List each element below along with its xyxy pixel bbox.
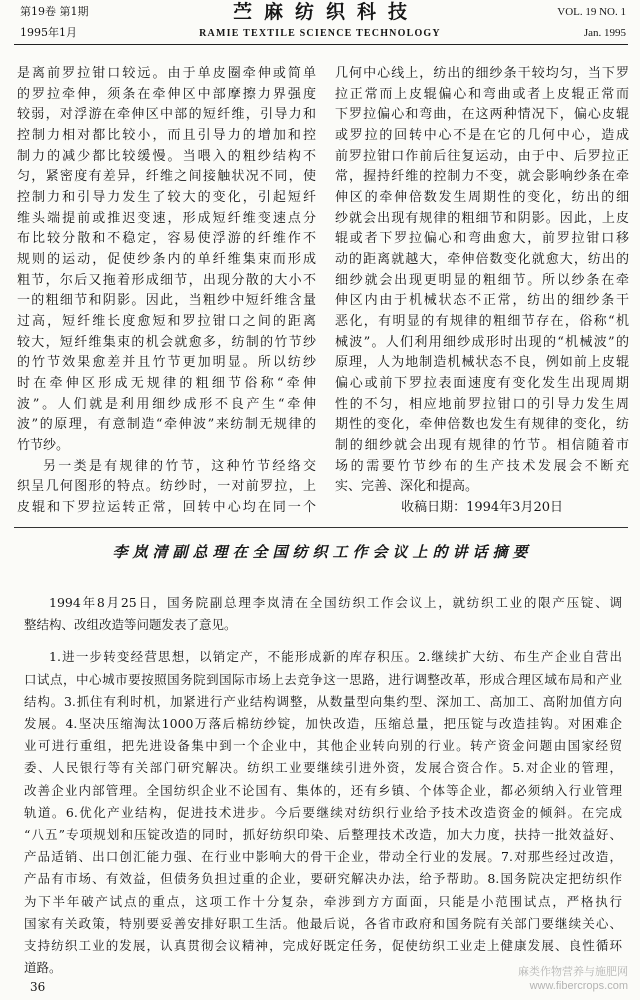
text-line: 皮辊和下罗拉运转正常，回转中心均在同一个 [17,500,316,516]
received-date: 收稿日期：1994年3月20日 [401,500,563,516]
text-line: 为下半年破产试点的重点，这项工作十分复杂，牵涉到方方面面，只能是小范围试点，严格执行 [24,893,622,909]
text-line: 械波”。人们利用细纱成形时出现的“机械波”的 [335,334,629,350]
section-divider [14,527,628,528]
text-line: 纱就会出现有规律的粗细节和阴影。因此，上皮 [335,210,629,226]
text-line: 控制力相对都比较小，而且引导力的增加和控 [17,128,316,144]
text-line: 委、人民银行等有关部门研究解决。纺织工业要继续引进外资，发展合资合作。5.对企业的管理， [24,760,622,776]
watermark-url: www.fibercrops.com [529,980,628,992]
text-line: 前罗拉钳口作前后往复运动，由于中、后罗拉正 [335,148,629,164]
text-line: 的罗拉牵伸，须条在牵伸区中部摩擦力界强度 [17,86,316,102]
text-line: 伸区的牵伸倍数发生周期性的变化，纺出的细 [335,190,629,206]
text-line: 细纱就会出现更明显的粗细节。所以纱条在牵 [335,272,629,288]
text-line: 匀，紧密度有差异，纤维之间接触状况不同，使 [17,169,316,185]
text-line: 的竹节效果愈差并且竹节更加明显。所以纺纱 [17,355,316,371]
text-line: 较弱，对浮游在牵伸区中部的短纤维，引导力和 [17,107,316,123]
text-line: 偏心或前下罗拉表面速度有变化发生出现周期 [335,376,629,392]
text-line: 拉正常而上皮辊偏心和弯曲或者上皮辊正常而 [335,86,629,102]
text-line: 辊或者下罗拉偏心和弯曲愈大，前罗拉钳口移 [335,231,629,247]
news-body [24,592,622,979]
text-line: 1.进一步转变经营思想，以销定产，不能形成新的库存积压。2.继续扩大纺、布生产企业自营出 [49,649,622,665]
volume-issue-en: VOL. 19 NO. 1 [557,6,626,18]
text-line: 国家有关政策，特别要妥善安排好职工生活。他最后说，各省市政府和国务院有关部门要继续关心、 [24,915,622,931]
watermark [518,964,628,994]
text-line: 过高，短纤维长度愈短和罗拉钳口之间的距离 [17,314,316,330]
text-line: 1994年8月25日，国务院副总理李岚清在全国纺织工作会议上，就纺织工业的限产压锭、调 [49,595,622,610]
text-line: 织呈几何图形的特点。纺纱时，一对前罗拉，上 [17,479,316,495]
text-line: 实、完善、深化和提高。 [335,479,479,495]
text-line: 发展。4.坚决压缩淘汰1000万落后棉纺纱锭，加快改造，压缩总量，把压锭与改造挂钩。对困难企 [24,716,622,732]
text-line: “八五”专项规划和压锭改造的同时，抓好纺织印染、后整理技术改造，加大力度，扶持一批效益好、 [24,827,622,843]
text-line: 产品适销、出口创汇能力强、在行业中影响大的骨干企业，带动全行业的发展。7.对那些经过改造， [24,849,622,865]
text-line: 波”。人们就是利用细纱成形不良产生“牵伸 [17,396,316,412]
news-title: 李岚清副总理在全国纺织工作会议上的讲话摘要 [112,543,533,561]
text-line: 时在牵伸区形成无规律的粗细节俗称“牵伸 [17,376,316,392]
text-line: 竹节纱。 [17,438,70,454]
text-line: 制的细纱就会出现有规律的竹节。相信随着市 [335,438,629,454]
text-line: 布比较分散和不稳定，容易使浮游的纤维作不 [17,231,316,247]
article-right-column [335,64,629,519]
text-line: 制力的减少都比较缓慢。当喂入的粗纱结构不 [17,148,316,164]
text-line: 业可进行重组，把先进设备集中到一个企业中，其他企业转向别的行业。转产资金问题由国家经贸 [24,738,622,754]
text-line: 支持纺织工业的发展，认真贯彻会议精神，完成好既定任务，促使纺织工业走上健康发展、良性循环 [24,938,622,954]
date-cn: 1995年1月 [20,26,77,39]
volume-issue-cn: 第19卷 第1期 [20,5,89,18]
header-rule [14,44,628,45]
text-line: 产品有市场、有效益，但债务负担过重的企业，要研究解决办法，给予帮助。8.国务院决定把纺织作 [24,871,622,887]
text-line: 控制力和引导力发生了较大的变化，引起短纤 [17,190,316,206]
news-paragraph [24,646,622,979]
text-line: 结构。3.抓住有利时机，加紧进行产业结构调整，从数量型向集约型、深加工、高加工、高附加值方向 [24,693,622,709]
text-line: 几何中心线上，纺出的细纱条干较均匀，当下罗 [335,66,629,81]
text-line: 常，握持纤维的控制力不变，就会影响纱条在牵 [335,169,629,185]
text-line: 较大，短纤维集束的机会就愈多，纺制的竹节纱 [17,334,316,350]
text-line: 是离前罗拉钳口较远。由于单皮圈牵伸或简单 [17,66,316,81]
news-paragraph [24,592,622,636]
text-line: 粗节，尔后又拖着形成细节，出现分散的大小不 [17,272,316,288]
text-line: 下罗拉偏心和弯曲，在这两种情况下，偏心皮辊 [335,107,629,123]
text-line: 一的粗细节和阴影。因此，当粗纱中短纤维含量 [17,293,316,309]
text-line: 轨道。6.优化产业结构，促进技术进步。今后要继续对纺织行业给予技术改造资金的倾斜。在完成 [24,804,622,820]
text-line: 维头端提前或推迟变速，形成短纤维变速点分 [17,210,316,226]
text-line: 期性的变化，牵伸倍数也发生有规律的变化，纺 [335,417,629,433]
text-line: 性的不匀，相应地前罗拉钳口的引导力发生周 [335,396,629,412]
text-line: 道路。 [24,960,62,976]
text-line: 口试点，中心城市要按照国务院到国际市场上去竞争这一思路，进行调整改革，形成合理区域布局和产业 [24,671,622,687]
text-line: 恶化，有明显的有规律的粗细节存在，俗称“机 [335,314,629,330]
date-en: Jan. 1995 [583,27,626,39]
text-line: 或罗拉的回转中心不是在它的几何中心，造成 [335,128,629,144]
text-line: 动的距离就越大，牵伸倍数变化就愈大，纺出的 [335,252,629,268]
journal-name-en: RAMIE TEXTILE SCIENCE TECHNOLOGY [199,28,441,39]
text-line: 场的需要竹节纱布的生产技术发展会不断充 [335,458,629,474]
text-line: 另一类是有规律的竹节，这种竹节经络交 [43,458,316,474]
article-left-column [17,64,316,519]
watermark-site-name: 麻类作物营养与施肥网 [518,965,628,978]
text-line: 波”的原理，有意制造“牵伸波”来纺制无规律的 [17,417,316,433]
text-line: 整结构、改组改造等问题发表了意见。 [24,617,237,633]
text-line: 改善企业内部管理。全国纺织企业不论国有、集体的，还有乡镇、个体等企业，都必须纳入行业管理 [24,782,622,798]
journal-name-cn: 苎麻纺织科技 [232,1,419,23]
text-line: 伸区内由于机械状态不正常，纺出的细纱条干 [335,293,629,309]
page-number: 36 [30,980,46,994]
text-line: 原理，人为地制造机械状态不良，例如前上皮辊 [335,355,629,371]
text-line: 规则的运动，促使纱条内的单纤维集束而形成 [17,252,316,268]
